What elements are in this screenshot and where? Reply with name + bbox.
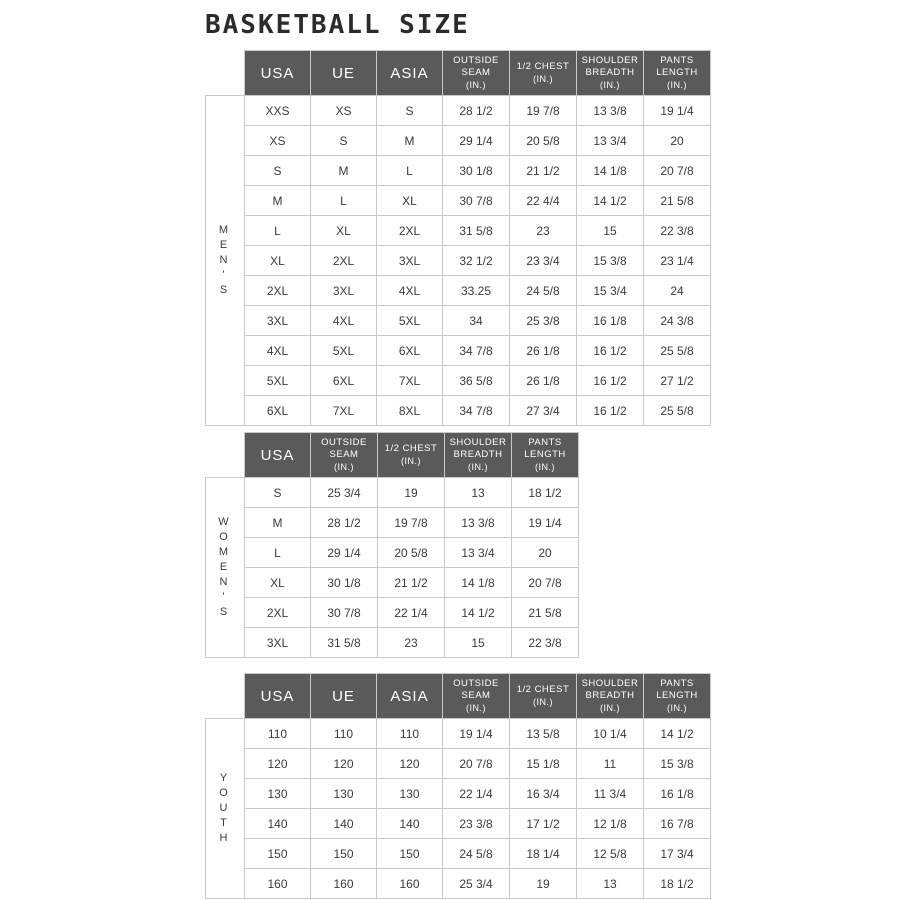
cell: 23 3/8	[443, 809, 510, 839]
cell: 21 5/8	[644, 186, 711, 216]
cell: 34 7/8	[443, 396, 510, 426]
header-pants-length-label: PANTS LENGTH	[656, 55, 698, 78]
cell: 11	[577, 749, 644, 779]
header-outside-seam	[311, 433, 378, 478]
cell: 7XL	[377, 366, 443, 396]
cell: 17 3/4	[644, 839, 711, 869]
header-half-chest-label: 1/2 CHEST	[516, 61, 570, 72]
table-row	[206, 396, 711, 426]
table-row	[206, 598, 579, 628]
header-outside-seam	[443, 674, 510, 719]
header-pants-length-unit: (IN.)	[667, 80, 687, 90]
cell: 18 1/2	[644, 869, 711, 899]
table-row	[206, 809, 711, 839]
cell: 10 1/4	[577, 719, 644, 749]
table-row	[206, 839, 711, 869]
cell: 16 1/8	[577, 306, 644, 336]
cell: 23 1/4	[644, 246, 711, 276]
cell: 120	[245, 749, 311, 779]
cell: M	[245, 186, 311, 216]
header-shoulder-breadth-unit: (IN.)	[468, 462, 488, 472]
cell: 130	[311, 779, 377, 809]
table-row	[206, 779, 711, 809]
cell: 14 1/2	[644, 719, 711, 749]
cell: 120	[377, 749, 443, 779]
cell: 5XL	[245, 366, 311, 396]
header-usa: USA	[245, 433, 311, 478]
group-label-womens: W O M E N ' S	[206, 478, 245, 658]
cell: 34	[443, 306, 510, 336]
header-half-chest-unit: (IN.)	[533, 697, 553, 707]
cell: 29 1/4	[311, 538, 378, 568]
table-row	[206, 186, 711, 216]
header-shoulder-breadth	[445, 433, 512, 478]
mens-size-table	[205, 50, 711, 426]
cell: XS	[245, 126, 311, 156]
table-row	[206, 366, 711, 396]
header-pants-length-label: PANTS LENGTH	[656, 678, 698, 701]
cell: 24 3/8	[644, 306, 711, 336]
header-outside-seam-label: OUTSIDE SEAM	[453, 678, 499, 701]
cell: 13 3/4	[445, 538, 512, 568]
cell: 13 3/4	[577, 126, 644, 156]
cell: 22 1/4	[378, 598, 445, 628]
cell: 17 1/2	[510, 809, 577, 839]
header-half-chest-label: 1/2 CHEST	[384, 443, 438, 454]
header-shoulder-breadth-unit: (IN.)	[600, 80, 620, 90]
cell: 25 5/8	[644, 396, 711, 426]
cell: 22 3/8	[644, 216, 711, 246]
table-row	[206, 508, 579, 538]
cell: 21 1/2	[378, 568, 445, 598]
header-half-chest-unit: (IN.)	[401, 456, 421, 466]
cell: 27 3/4	[510, 396, 577, 426]
cell: 27 1/2	[644, 366, 711, 396]
cell: L	[245, 216, 311, 246]
cell: 20 7/8	[644, 156, 711, 186]
cell: 25 3/4	[443, 869, 510, 899]
cell: 24	[644, 276, 711, 306]
cell: L	[311, 186, 377, 216]
header-shoulder-breadth-unit: (IN.)	[600, 703, 620, 713]
womens-size-table	[205, 432, 579, 658]
cell: 32 1/2	[443, 246, 510, 276]
cell: 6XL	[377, 336, 443, 366]
cell: 15 3/8	[644, 749, 711, 779]
cell: 31 5/8	[443, 216, 510, 246]
header-ue: UE	[311, 674, 377, 719]
header-asia: ASIA	[377, 674, 443, 719]
cell: 13	[445, 478, 512, 508]
cell: 18 1/4	[510, 839, 577, 869]
cell: 120	[311, 749, 377, 779]
cell: 5XL	[377, 306, 443, 336]
cell: 23	[510, 216, 577, 246]
cell: XL	[377, 186, 443, 216]
cell: 19 1/4	[512, 508, 579, 538]
cell: 6XL	[245, 396, 311, 426]
cell: 30 7/8	[311, 598, 378, 628]
cell: M	[245, 508, 311, 538]
table-row	[206, 336, 711, 366]
header-usa: USA	[245, 674, 311, 719]
cell: 140	[377, 809, 443, 839]
cell: 16 1/2	[577, 336, 644, 366]
header-shoulder-breadth-label: SHOULDER BREADTH	[581, 55, 639, 78]
cell: 12 1/8	[577, 809, 644, 839]
group-label-youth: Y O U T H	[206, 719, 245, 899]
cell: 14 1/8	[445, 568, 512, 598]
cell: 6XL	[311, 366, 377, 396]
cell: 24 5/8	[443, 839, 510, 869]
cell: 13	[577, 869, 644, 899]
cell: 2XL	[377, 216, 443, 246]
cell: XXS	[245, 96, 311, 126]
page-title: BASKETBALL SIZE	[205, 10, 470, 40]
table-row	[206, 749, 711, 779]
header-outside-seam-label: OUTSIDE SEAM	[321, 437, 367, 460]
cell: 21 5/8	[512, 598, 579, 628]
cell: 25 5/8	[644, 336, 711, 366]
cell: 19 7/8	[510, 96, 577, 126]
cell: L	[245, 538, 311, 568]
cell: 3XL	[245, 628, 311, 658]
cell: 3XL	[311, 276, 377, 306]
cell: 140	[245, 809, 311, 839]
cell: 2XL	[245, 598, 311, 628]
corner-cell	[206, 433, 245, 478]
table-row	[206, 306, 711, 336]
cell: S	[245, 478, 311, 508]
cell: 130	[377, 779, 443, 809]
header-shoulder-breadth-label: SHOULDER BREADTH	[581, 678, 639, 701]
cell: 130	[245, 779, 311, 809]
table-row	[206, 96, 711, 126]
table-row	[206, 156, 711, 186]
cell: 30 1/8	[443, 156, 510, 186]
header-outside-seam-unit: (IN.)	[466, 703, 486, 713]
cell: 29 1/4	[443, 126, 510, 156]
cell: 2XL	[311, 246, 377, 276]
table-row	[206, 276, 711, 306]
cell: 160	[377, 869, 443, 899]
cell: 110	[311, 719, 377, 749]
cell: 12 5/8	[577, 839, 644, 869]
cell: 20 7/8	[443, 749, 510, 779]
cell: 13 3/8	[445, 508, 512, 538]
header-half-chest-unit: (IN.)	[533, 74, 553, 84]
cell: 14 1/8	[577, 156, 644, 186]
header-half-chest	[510, 51, 577, 96]
cell: 160	[311, 869, 377, 899]
cell: 19 1/4	[443, 719, 510, 749]
cell: 26 1/8	[510, 366, 577, 396]
cell: 16 1/8	[644, 779, 711, 809]
table-row	[206, 126, 711, 156]
corner-cell	[206, 674, 245, 719]
cell: 23 3/4	[510, 246, 577, 276]
cell: 4XL	[377, 276, 443, 306]
header-pants-length	[644, 674, 711, 719]
cell: XL	[245, 568, 311, 598]
cell: 15	[577, 216, 644, 246]
cell: 110	[377, 719, 443, 749]
cell: 150	[311, 839, 377, 869]
table-row	[206, 478, 579, 508]
cell: 14 1/2	[577, 186, 644, 216]
cell: 22 3/8	[512, 628, 579, 658]
table-row	[206, 628, 579, 658]
cell: 23	[378, 628, 445, 658]
cell: 30 7/8	[443, 186, 510, 216]
cell: 20	[512, 538, 579, 568]
table-row	[206, 568, 579, 598]
cell: 19 1/4	[644, 96, 711, 126]
cell: M	[377, 126, 443, 156]
table-row	[206, 538, 579, 568]
cell: 33.25	[443, 276, 510, 306]
cell: 110	[245, 719, 311, 749]
cell: 4XL	[245, 336, 311, 366]
cell: 28 1/2	[311, 508, 378, 538]
cell: 19 7/8	[378, 508, 445, 538]
cell: 3XL	[377, 246, 443, 276]
cell: 8XL	[377, 396, 443, 426]
header-outside-seam-label: OUTSIDE SEAM	[453, 55, 499, 78]
table-row	[206, 719, 711, 749]
cell: 20 5/8	[510, 126, 577, 156]
cell: 30 1/8	[311, 568, 378, 598]
header-usa: USA	[245, 51, 311, 96]
cell: 3XL	[245, 306, 311, 336]
cell: 19	[378, 478, 445, 508]
cell: 160	[245, 869, 311, 899]
cell: 31 5/8	[311, 628, 378, 658]
table-header-row	[206, 51, 711, 96]
cell: 16 1/2	[577, 396, 644, 426]
cell: 13 5/8	[510, 719, 577, 749]
header-shoulder-breadth	[577, 51, 644, 96]
cell: 15	[445, 628, 512, 658]
cell: 150	[245, 839, 311, 869]
cell: 20	[644, 126, 711, 156]
cell: XL	[245, 246, 311, 276]
cell: 26 1/8	[510, 336, 577, 366]
table-row	[206, 246, 711, 276]
header-pants-length-unit: (IN.)	[667, 703, 687, 713]
cell: 22 1/4	[443, 779, 510, 809]
cell: S	[245, 156, 311, 186]
header-shoulder-breadth-label: SHOULDER BREADTH	[449, 437, 507, 460]
cell: 7XL	[311, 396, 377, 426]
table-row	[206, 869, 711, 899]
header-outside-seam-unit: (IN.)	[466, 80, 486, 90]
cell: M	[311, 156, 377, 186]
cell: 11 3/4	[577, 779, 644, 809]
cell: 5XL	[311, 336, 377, 366]
cell: 20 7/8	[512, 568, 579, 598]
table-header-row	[206, 433, 579, 478]
cell: 25 3/8	[510, 306, 577, 336]
cell: 15 3/8	[577, 246, 644, 276]
cell: 2XL	[245, 276, 311, 306]
cell: XS	[311, 96, 377, 126]
cell: 19	[510, 869, 577, 899]
table-header-row	[206, 674, 711, 719]
header-half-chest	[510, 674, 577, 719]
table-row	[206, 216, 711, 246]
header-outside-seam	[443, 51, 510, 96]
cell: 22 4/4	[510, 186, 577, 216]
cell: 34 7/8	[443, 336, 510, 366]
youth-size-table	[205, 673, 711, 899]
group-label-mens: M E N ' S	[206, 96, 245, 426]
cell: 15 1/8	[510, 749, 577, 779]
header-pants-length	[644, 51, 711, 96]
cell: 36 5/8	[443, 366, 510, 396]
header-pants-length	[512, 433, 579, 478]
header-half-chest-label: 1/2 CHEST	[516, 684, 570, 695]
cell: 15 3/4	[577, 276, 644, 306]
header-outside-seam-unit: (IN.)	[334, 462, 354, 472]
corner-cell	[206, 51, 245, 96]
cell: 4XL	[311, 306, 377, 336]
cell: 16 3/4	[510, 779, 577, 809]
header-pants-length-label: PANTS LENGTH	[524, 437, 566, 460]
cell: 25 3/4	[311, 478, 378, 508]
cell: L	[377, 156, 443, 186]
cell: 16 1/2	[577, 366, 644, 396]
header-pants-length-unit: (IN.)	[535, 462, 555, 472]
header-asia: ASIA	[377, 51, 443, 96]
cell: 140	[311, 809, 377, 839]
cell: 16 7/8	[644, 809, 711, 839]
cell: 18 1/2	[512, 478, 579, 508]
header-ue: UE	[311, 51, 377, 96]
cell: 20 5/8	[378, 538, 445, 568]
cell: 150	[377, 839, 443, 869]
header-half-chest	[378, 433, 445, 478]
header-shoulder-breadth	[577, 674, 644, 719]
cell: 21 1/2	[510, 156, 577, 186]
cell: 14 1/2	[445, 598, 512, 628]
cell: S	[311, 126, 377, 156]
cell: 28 1/2	[443, 96, 510, 126]
cell: XL	[311, 216, 377, 246]
cell: S	[377, 96, 443, 126]
cell: 24 5/8	[510, 276, 577, 306]
cell: 13 3/8	[577, 96, 644, 126]
